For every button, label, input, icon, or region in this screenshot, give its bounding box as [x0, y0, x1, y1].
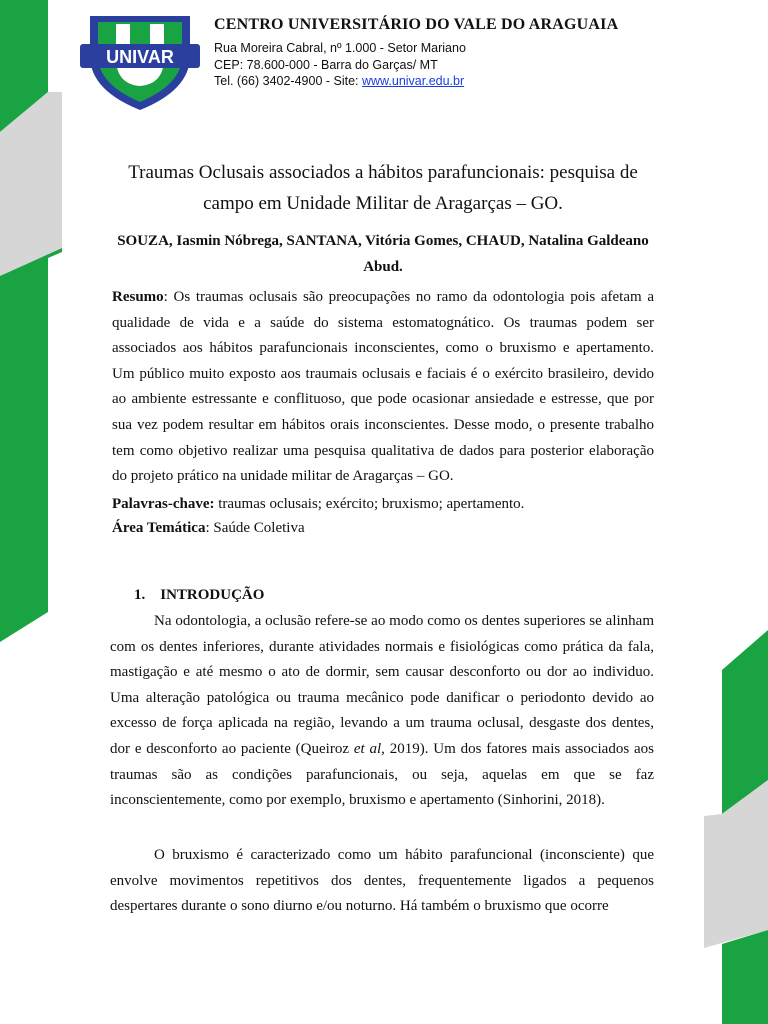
logo-text: UNIVAR [106, 47, 174, 67]
right-decorative-stripe [704, 630, 768, 1024]
institution-name: CENTRO UNIVERSITÁRIO DO VALE DO ARAGUAIA [214, 16, 619, 33]
area-text: : Saúde Coletiva [205, 520, 305, 536]
keywords [112, 492, 654, 517]
address-line-2: CEP: 78.600-000 - Barra do Garças/ MT [214, 57, 438, 72]
abstract [112, 285, 654, 490]
area-label: Área Temática [112, 520, 206, 536]
intro-text-2: , 2019). Um dos fatores mais associados aos traumas são as condições parafuncionais, ou seja, aquelas em que se faz inconscientemente, como por exemplo, bruxismo e apertamento (Sinhorini, 2018). [110, 740, 654, 809]
bruxism-paragraph: O bruxismo é caracterizado como um hábito parafuncional (inconsciente) que envolve movimentos repetitivos dos dentes, frequentemente ligados a pequenos despertares durante o sono diurno e/ou noturno. Há também o bruxismo que ocorre [110, 847, 654, 915]
section-title: INTRODUÇÃO [160, 587, 265, 603]
contact-line [214, 73, 466, 90]
intro-paragraph [110, 609, 654, 814]
letterhead [78, 12, 718, 112]
intro-italic: et al [353, 740, 382, 757]
section-heading [134, 587, 264, 604]
intro-text-1: Na odontologia, a oclusão refere-se ao modo como os dentes superiores se alinham com os dentes inferiores, durante atividades normais e fisiológicas como prática da fala, mastigação e até mesmo o ato de dormir, sem causar desconforto ou dor ao individuo. Uma alteração patológica ou trauma mecânico pode danificar o periodonto devido ao excesso de força aplicada na região, levando a um trauma oclusal, desgaste dos dentes, dor e desconforto ao paciente (Queiroz [110, 613, 654, 757]
section-number: 1. [134, 587, 146, 603]
address-line-1: Rua Moreira Cabral, nº 1.000 - Setor Mariano [214, 41, 466, 55]
univar-logo [78, 12, 202, 112]
left-decorative-stripe [0, 0, 62, 650]
site-link[interactable]: www.univar.edu.br [362, 74, 465, 88]
keywords-label: Palavras-chave: [112, 496, 215, 512]
phone-text: Tel. (66) 3402-4900 - Site: [214, 74, 362, 88]
keywords-text: traumas oclusais; exército; bruxismo; apertamento. [214, 496, 525, 512]
paper-title: Traumas Oclusais associados a hábitos parafuncionais: pesquisa de campo em Unidade Militar de Aragarças – GO. [128, 162, 638, 214]
thematic-area [112, 516, 654, 541]
authors: SOUZA, Iasmin Nóbrega, SANTANA, Vitória Gomes, CHAUD, Natalina Galdeano Abud. [117, 233, 649, 275]
abstract-label: Resumo [112, 289, 164, 305]
institution-address [214, 40, 466, 90]
abstract-text: : Os traumas oclusais são preocupações no ramo da odontologia pois afetam a qualidade de vida e a saúde do sistema estomatognático. Os traumas podem ser associados aos hábitos parafuncionais inconscientes, como o bruxismo e apertamento. Um público muito exposto aos traumais oclusais e faciais é o exército brasileiro, devido ao ambiente estressante e conflituoso, que pode ocasionar ansiedade e estresse, que por sua vez podem resultar em hábitos orais inconscientes. Desse modo, o presente trabalho tem como objetivo realizar uma pesquisa qualitativa de dados para posterior elaboração do projeto prático na unidade militar de Aragarças – GO. [112, 289, 654, 485]
